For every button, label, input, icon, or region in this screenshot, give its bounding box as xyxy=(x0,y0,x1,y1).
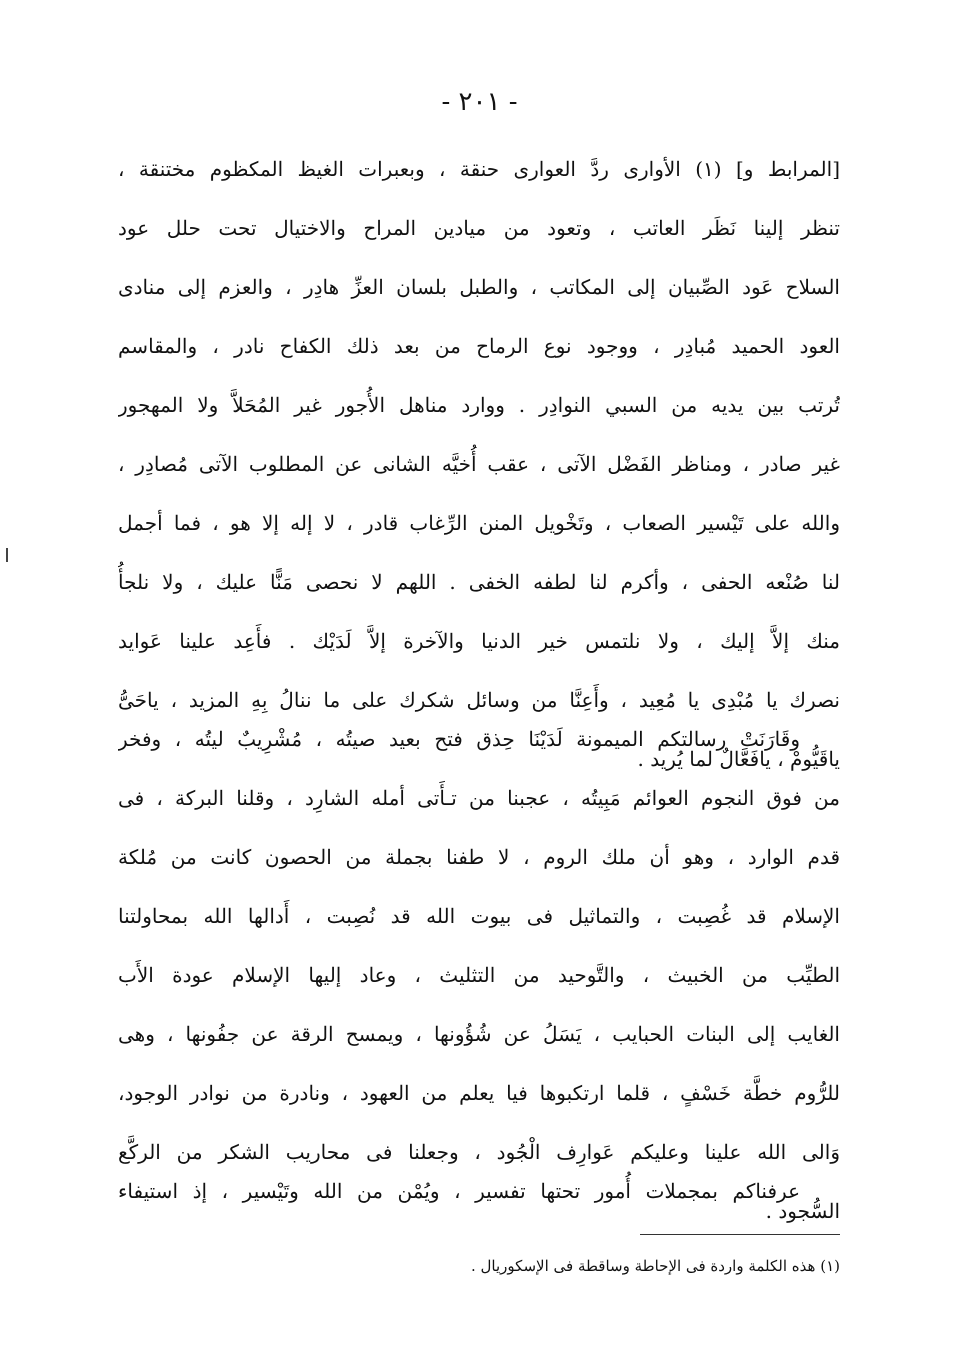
text-line: تُرتب بين يديه من السبي النوادِر . ووارد مناهل الأُجور غير المُحَلاَّ ولا المهجور xyxy=(118,393,840,417)
paragraph-3 xyxy=(118,1162,840,1221)
text-line: نصرك يا مُبْدِى يا مُعِيد ، وأَعِنَّا من وسائل شكرك على ما ننالُ بِهِ المزيد ، ياحَىُّ xyxy=(118,688,840,712)
text-line: للرُّوم خطَّة خَسْفٍ ، قلما ارتكبوها فيا يعلم من العهود ، ونادرة من نوادر الوجود، xyxy=(118,1081,840,1105)
text-line: الإسلام قد غُصِبت ، والتماثيل فى بيوت الله قد نُصِبت ، أَدالها الله بمحاولتنا xyxy=(118,904,840,928)
text-line: السُّجود . xyxy=(765,1199,840,1223)
text-line: لنا صُنْعه الحفى ، وأكرم لنا لطفه الخفى . اللهم لا نحصى مَنًّا عليك ، ولا نلجأُ xyxy=(118,570,840,594)
text-line: ياقَيُّومْ ، يافَعَّالٌ لما يُريد . xyxy=(637,747,840,771)
page-number: - ٢٠١ - xyxy=(441,87,518,117)
text-line: عرفناكم بمجملات أُمور تحتها تفسير ، ويُمْن من الله وتَيْسير ، إذ استيفاء xyxy=(118,1179,800,1203)
text-line: وَالى الله علينا وعليكم عَوارِف الْجُود ، وجعلنا فى محاريب الشكر من الركَّع xyxy=(118,1140,840,1164)
text-line: غير صادر ، ومناظر الفَضْل الآتى ، عقب أُخيَّه الشانى عن المطلوب الآتى مُصادِر ، xyxy=(118,452,840,476)
text-line: الغايب إلى البنات الحبايب ، يَسَلُ عن شُؤُونها ، ويمسح الرقة عن جفُونها ، وهى xyxy=(118,1022,840,1046)
margin-mark xyxy=(6,548,8,562)
text-line: العود الحميد مُبادِر ، ووجود نوع الرماح من بعد ذلك الكفاح نادر ، والمقاسم xyxy=(118,334,840,358)
text-line: منك إلاَّ إليك ، ولا نلتمس خير الدنيا والآخرة إلاَّ لَدَيْك . فأَعِد علينا عَوايد xyxy=(118,629,840,653)
paragraph-1 xyxy=(118,140,840,789)
text-line: تنظر إلينا نَظَر العاتب ، وتعود من ميادين المراح والاختيال تحت حلل عود xyxy=(118,216,840,240)
text-line: من فوق النجوم العوائم مَبِيتُه ، عجبنا من تـأَتى أمله الشارِد ، وقلنا البركة ، فى xyxy=(118,786,840,810)
text-line: والله على تَيْسير الصعاب ، وتَخْويل المنن الرِّغاب قادر ، لا إله إلا هو ، فما أجمل xyxy=(118,511,840,535)
text-line: [المرابط و] (١) الأوارى ردَّ العوارى حنقة ، وبعبرات الغيظ المكظوم مختنقة ، xyxy=(118,157,840,181)
text-line: السلاح عَود الصِّبيان إلى المكاتب ، والطبل بلسان العزِّ هادِر ، والعزم إلى منادى xyxy=(118,275,840,299)
text-line: الطيِّب من الخبيث ، والتَّوحيد من التثليث ، وعاد إليها الإسلام عودة الأَب xyxy=(118,963,840,987)
footnote: (١) هذه الكلمة واردة فى الإحاطة وساقطة فى الإسكوريال . xyxy=(471,1257,840,1275)
text-line: وقَارَنَتْ رسالتكم الميمونة لَدَيْنَا حِذق فتح بعيد صيتُه ، مُشْرِيبٌ ليتُه ، وفخر xyxy=(118,727,800,751)
text-line: قدم الوارد ، وهو أن ملك الروم ، لا طفنا بجملة من الحصون كانت من مُلكة xyxy=(118,845,840,869)
footnote-divider xyxy=(640,1234,840,1235)
